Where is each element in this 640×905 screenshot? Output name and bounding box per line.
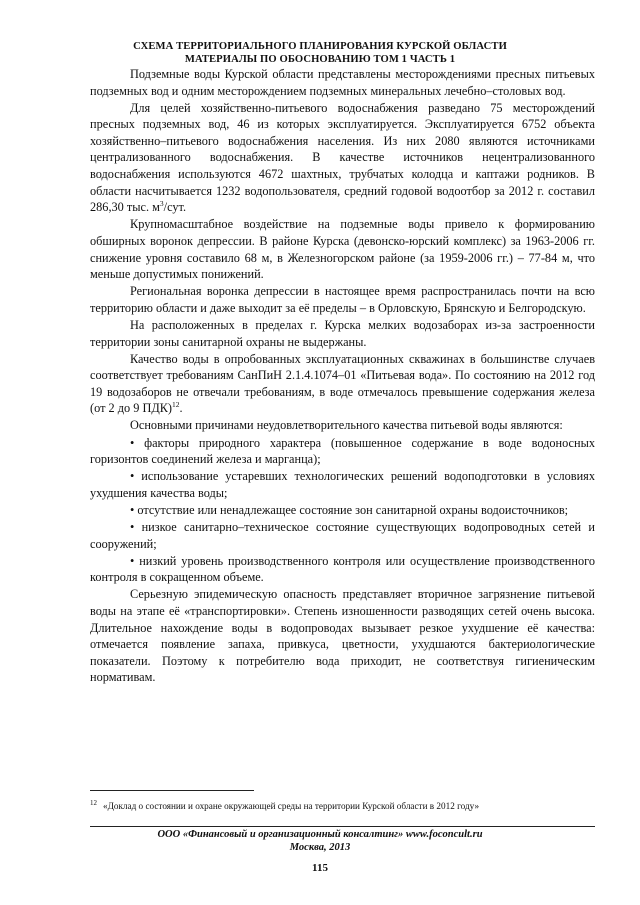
list-item: • отсутствие или ненадлежащее состояние зон санитарной охраны водоисточников;	[130, 502, 569, 517]
header-subtitle: МАТЕРИАЛЫ ПО ОБОСНОВАНИЮ ТОМ 1 ЧАСТЬ 1	[184, 54, 456, 65]
paragraph-4: Региональная воронка депрессии в настоящее время распространилась почти на всю территорию области и даже выходит за её пределы – в Орловскую, Брянскую и Белгородскую.	[90, 284, 595, 315]
list-item: • низкое санитарно–техническое состояние существующих водопроводных сетей и сооружений;	[90, 520, 595, 551]
footer-company: ООО «Финансовый и организационный консалтинг» www.foconcult.ru	[157, 829, 483, 840]
paragraph-8: Серьезную эпидемическую опасность представляет вторичное загрязнение питьевой воды на этапе её «транспортировки». Степень изношенности разводящих сетей очень высока. Длительное нахождение воды в водопроводах вызывает резкое ухудшение её качества: отмечается появление запаха, привкуса, цветности, ухудшаются бактериологические показатели. Поэтому к потребителю вода приходит, не соответствуя гигиеническим нормативам.	[90, 587, 595, 685]
footnote-number: 12	[90, 799, 97, 807]
header-title: СХЕМА ТЕРРИТОРИАЛЬНОГО ПЛАНИРОВАНИЯ КУРСКОЙ ОБЛАСТИ	[133, 41, 507, 52]
list-item: • низкий уровень производственного контроля или осуществление производственного контроля в сокращенном объеме.	[90, 553, 595, 585]
paragraph-5: На расположенных в пределах г. Курска мелких водозаборах из-за застроенности территории зоны санитарной охраны не выдержаны.	[90, 317, 595, 349]
paragraph-6: Качество воды в опробованных эксплуатационных скважинах в большинстве случаев соответствует требованиям СанПиН 2.1.4.1074–01 «Питьевая вода». По состоянию на 2012 год 19 водозаборов не отвечали требованиям, в воде отмечалось превышение содержания железа (от 2 до 9 ПДК)$^{12}$.	[90, 351, 595, 416]
footer-city-year: Москва, 2013	[289, 841, 351, 853]
document-body	[90, 66, 595, 686]
paragraph-2: Для целей хозяйственно-питьевого водоснабжения разведано 75 месторождений пресных подземных вод, 46 из которых эксплуатируется. Эксплуатируется 6752 объекта хозяйственно–питьевого водоснабжения населения. Из них 2080 являются источниками централизованного водоснабжения. В качестве источников нецентрализованного водоснабжения используются 4672 шахтных, трубчатых колодца и каптажи родников. В области насчитывается 1232 водопользователя, средний годовой водоотбор за 2012 г. составил 286,30 тыс. $м^3$/сут.	[90, 100, 595, 215]
superscript-unit: 3	[159, 199, 164, 209]
paragraph-1: Подземные воды Курской области представлены месторождениями пресных питьевых подземных вод и одним месторождением подземных минеральных лечебно–столовых вод.	[90, 67, 595, 98]
list-item: • факторы природного характера (повышенное содержание в водe водоносных горизонтов соединений железа и марганца);	[90, 435, 595, 467]
paragraph-3: Крупномасштабное воздействие на подземные воды привело к формированию обширных воронок депрессии. В районе Курска (девонско-юрский комплекс) за 1963-2006 гг. снижение уровня составило 68 м, в Железногорском районе (за 1959-2006 гг.) – 77-84 м, что меньше допустимых понижений.	[90, 217, 595, 282]
paragraph-7: Основными причинами неудовлетворительного качества питьевой воды являются:	[130, 418, 563, 433]
footnote	[90, 797, 595, 812]
footer-divider	[90, 826, 595, 827]
page-header	[60, 40, 580, 66]
list-item: • использование устаревших технологических решений водоподготовки в условиях ухудшения качества воды;	[90, 469, 595, 500]
footnote-ref[interactable]: 12	[172, 400, 180, 410]
page-footer	[60, 829, 580, 854]
page-number: 115	[312, 862, 328, 874]
footnote-text: «Доклад о состоянии и охране окружающей среды на территории Курской области в 2012 году»	[103, 801, 480, 812]
footnote-divider	[90, 790, 254, 791]
